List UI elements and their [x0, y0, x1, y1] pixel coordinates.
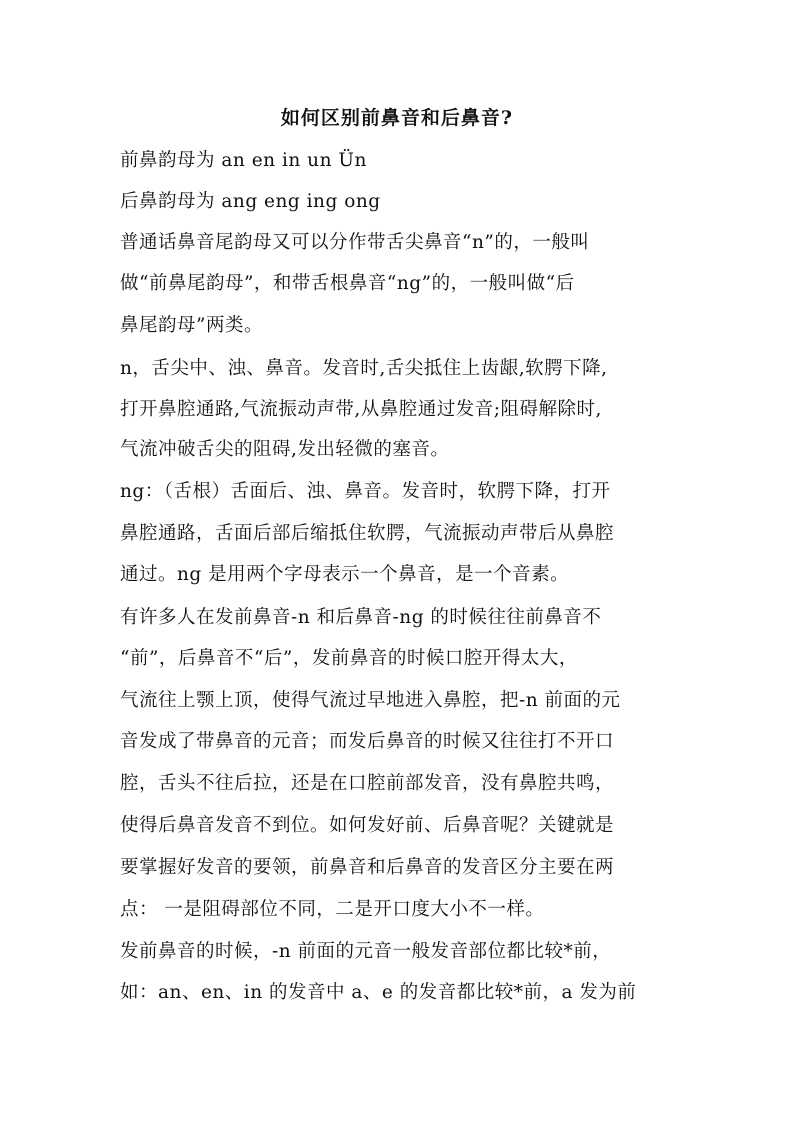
paragraph-line: 鼻腔通路，舌面后部后缩抵住软腭，气流振动声带后从鼻腔 — [120, 523, 615, 544]
paragraph-line: 打开鼻腔通路,气流振动声带,从鼻腔通过发音;阻碍解除时, — [120, 399, 602, 420]
paragraph-line: 气流冲破舌尖的阻碍,发出轻微的塞音。 — [120, 439, 450, 460]
paragraph-line: 气流往上颚上顶，使得气流过早地进入鼻腔，把-n 前面的元 — [120, 690, 621, 711]
paragraph-line: 发前鼻音的时候，-n 前面的元音一般发音部位都比较*前， — [120, 941, 612, 962]
paragraph-line: 通过。ng 是用两个字母表示一个鼻音，是一个音素。 — [120, 564, 570, 585]
document-title: 如何区别前鼻音和后鼻音? — [280, 107, 514, 129]
paragraph-line: 后鼻韵母为 ang eng ing ong — [120, 191, 381, 212]
paragraph-line: 点： 一是阻碍部位不同，二是开口度大小不一样。 — [120, 899, 545, 920]
paragraph-line: 使得后鼻音发音不到位。如何发好前、后鼻音呢？关键就是 — [120, 815, 615, 836]
paragraph-line: 有许多人在发前鼻音-n 和后鼻音-ng 的时候往往前鼻音不 — [120, 607, 602, 628]
paragraph-line: 做“前鼻尾韵母”，和带舌根鼻音“ng”的，一般叫做“后 — [120, 273, 575, 294]
paragraph-line: 普通话鼻音尾韵母又可以分作带舌尖鼻音“n”的，一般叫 — [120, 232, 590, 253]
paragraph-line: ng：（舌根）舌面后、浊、鼻音。发音时，软腭下降，打开 — [120, 481, 611, 502]
paragraph-line: 腔，舌头不往后拉，还是在口腔前部发音，没有鼻腔共鸣， — [120, 773, 615, 794]
paragraph-line: 前鼻韵母为 an en in un Ün — [120, 150, 367, 171]
paragraph-line: “前”，后鼻音不“后”，发前鼻音的时候口腔开得太大， — [120, 648, 578, 669]
paragraph-line: 鼻尾韵母”两类。 — [120, 315, 263, 336]
paragraph-line: 如：an、en、in 的发音中 a、e 的发音都比较*前，a 发为前 — [120, 982, 637, 1003]
paragraph-line: 要掌握好发音的要领，前鼻音和后鼻音的发音区分主要在两 — [120, 857, 615, 878]
paragraph-line: n，舌尖中、浊、鼻音。发音时,舌尖抵住上齿龈,软腭下降, — [120, 358, 608, 379]
paragraph-line: 音发成了带鼻音的元音；而发后鼻音的时候又往往打不开口 — [120, 731, 615, 752]
